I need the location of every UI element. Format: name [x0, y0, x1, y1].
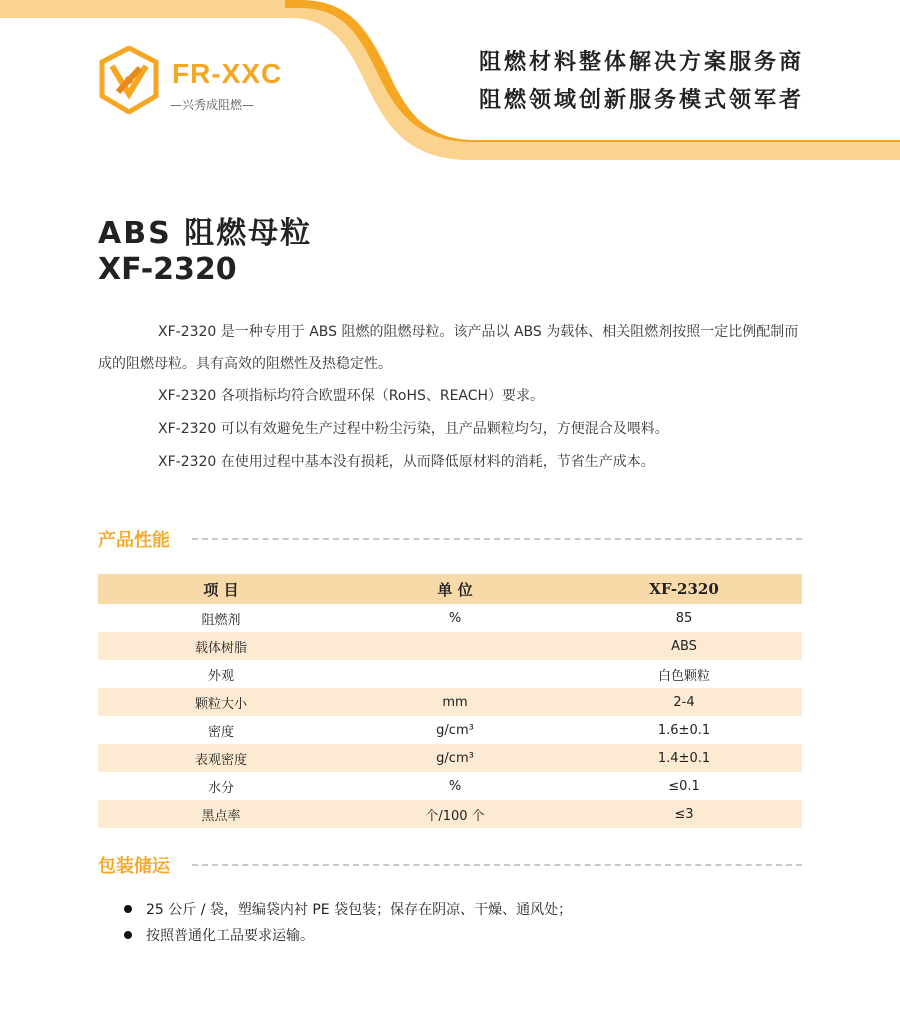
table-row [98, 772, 802, 800]
product-model: XF-2320 [98, 252, 237, 287]
bullet-icon [124, 931, 132, 939]
divider [192, 538, 802, 540]
packaging-list [124, 896, 572, 948]
column-header: 项 目 [98, 574, 344, 604]
table-cell: % [448, 610, 462, 626]
table-cell: 个/100 个 [344, 800, 566, 828]
intro-paragraph: XF-2320 在使用过程中基本没有损耗，从而降低原材料的消耗，节省生产成本。 [158, 454, 655, 470]
table-cell: 85 [675, 610, 693, 626]
table-cell: 2-4 [566, 688, 802, 716]
section-title: 产品性能 [98, 530, 170, 551]
intro-paragraph: XF-2320 各项指标均符合欧盟环保（RoHS、REACH）要求。 [158, 388, 545, 404]
intro-paragraph: XF-2320 可以有效避免生产过程中粉尘污染，且产品颗粒均匀，方便混合及喂料。 [158, 421, 669, 437]
table-cell: ≤3 [566, 800, 802, 828]
table-row [98, 632, 802, 660]
table-cell: 阻燃剂 [201, 612, 241, 628]
bullet-icon [124, 905, 132, 913]
table-cell: g/cm³ [436, 722, 474, 738]
list-item-text: 按照普通化工品要求运输。 [146, 928, 314, 944]
table-row [98, 688, 802, 716]
table-cell: 表观密度 [98, 744, 344, 772]
table-cell [344, 632, 566, 660]
table-cell: 水分 [207, 780, 234, 796]
table-row [98, 800, 802, 828]
table-row [98, 716, 802, 744]
performance-section-header [98, 526, 802, 552]
intro-paragraph: XF-2320 是一种专用于 ABS 阻燃的阻燃母粒。该产品以 ABS 为载体、相关阻燃剂按照一定比例配制而成的阻燃母粒。具有高效的阻燃性及热稳定性。 [98, 324, 799, 372]
brand-tagline: —兴秀成阻燃— [170, 98, 255, 112]
table-cell: 1.6±0.1 [657, 722, 711, 738]
table-cell: mm [344, 688, 566, 716]
slogan-line-1: 阻燃材料整体解决方案服务商 [478, 50, 804, 75]
column-header: 单 位 [344, 574, 566, 604]
company-logo-icon [98, 46, 160, 114]
table-cell [344, 660, 566, 688]
product-description [98, 316, 802, 485]
packaging-section-header [98, 852, 802, 878]
list-item-text: 25 公斤 / 袋，塑编袋内衬 PE 袋包装；保存在阴凉、干燥、通风处； [146, 902, 573, 918]
table-cell: 1.4±0.1 [566, 744, 802, 772]
table-cell: ABS [566, 632, 802, 660]
table-cell: % [448, 778, 462, 794]
product-title: ABS 阻燃母粒 [98, 216, 313, 251]
section-title: 包装储运 [98, 856, 170, 877]
table-cell: 外观 [207, 668, 234, 684]
list-item [124, 896, 572, 922]
divider [192, 864, 802, 866]
brand-name: FR-XXC [172, 58, 283, 89]
table-row [98, 660, 802, 688]
table-cell: g/cm³ [344, 744, 566, 772]
table-cell: 载体树脂 [98, 632, 344, 660]
table-cell: 白色颗粒 [657, 668, 710, 684]
slogan-line-2: 阻燃领域创新服务模式领军者 [478, 88, 804, 113]
table-cell: ≤0.1 [668, 778, 700, 794]
table-cell: 颗粒大小 [98, 688, 344, 716]
performance-table [98, 574, 802, 828]
table-row [98, 744, 802, 772]
column-header: XF-2320 [566, 574, 802, 604]
table-header-row [98, 574, 802, 604]
table-cell: 密度 [207, 724, 234, 740]
table-cell: 黑点率 [98, 800, 344, 828]
company-slogan [479, 44, 804, 120]
table-row [98, 604, 802, 632]
list-item [124, 922, 572, 948]
